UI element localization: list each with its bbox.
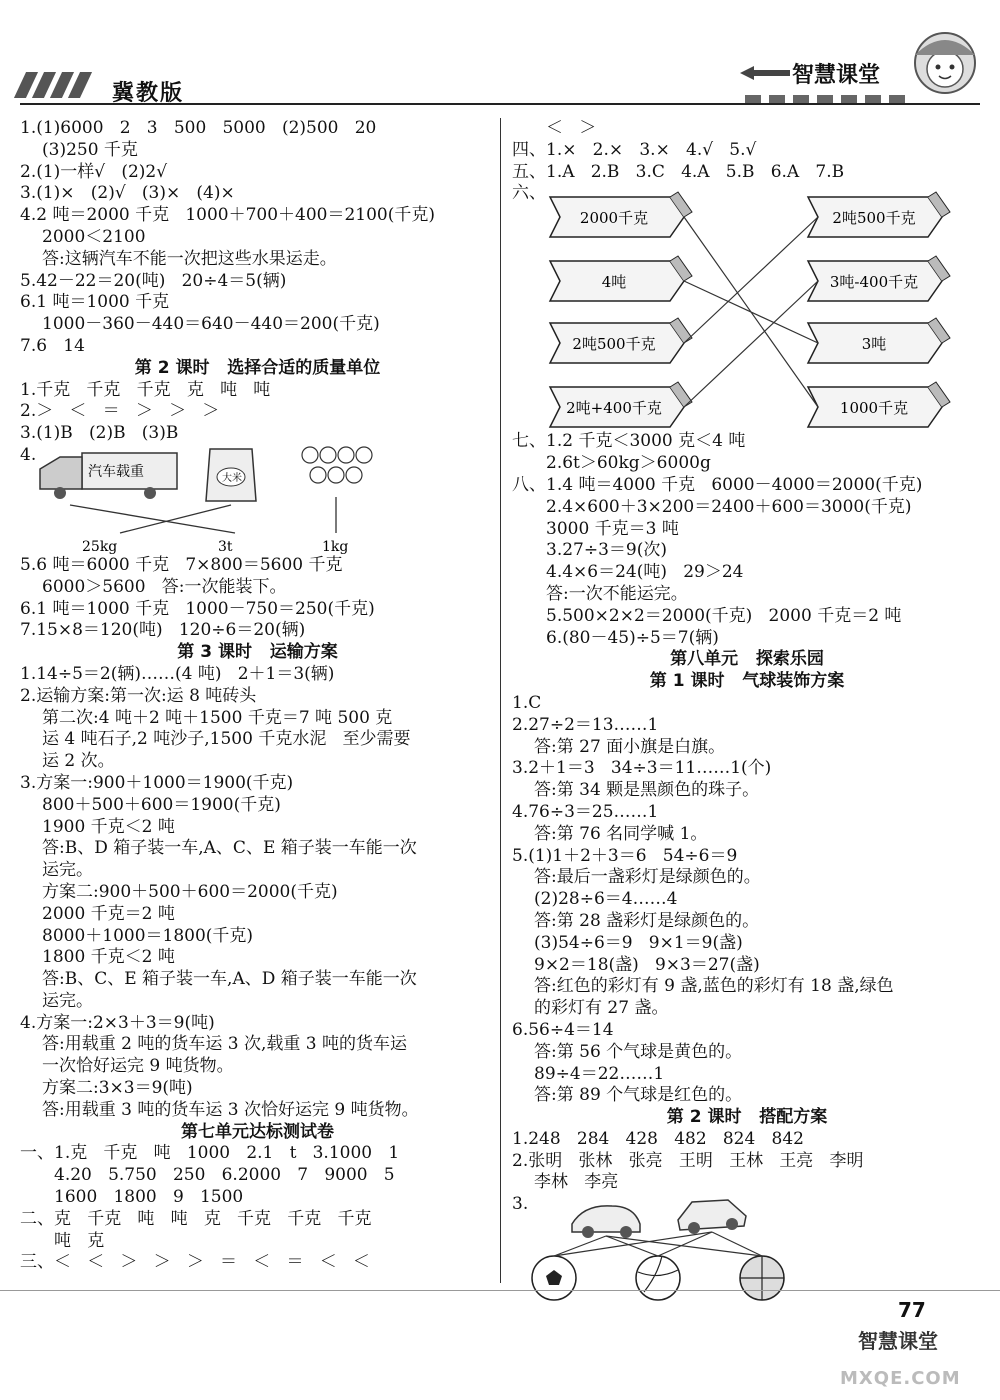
answer-text: 李林 李亮 bbox=[534, 1172, 619, 1193]
answer-line bbox=[20, 118, 495, 140]
answer-text: 3.2＋1＝3 34÷3＝11……1(个) bbox=[512, 758, 772, 779]
answer-text: 4.4×6＝24(吨) 29＞24 bbox=[546, 562, 744, 583]
answer-text: 1900 千克＜2 吨 bbox=[42, 816, 175, 837]
answer-line bbox=[20, 140, 495, 162]
answer-line bbox=[512, 933, 982, 955]
arrow-icon bbox=[740, 66, 790, 80]
answer-line bbox=[20, 708, 495, 730]
answer-line bbox=[512, 758, 982, 780]
answer-text: 4.2 吨＝2000 千克 1000＋700＋400＝2100(千克) bbox=[20, 205, 436, 226]
answer-line bbox=[20, 947, 495, 969]
answer-text: 5.6 吨＝6000 千克 7×800＝5600 千克 bbox=[20, 554, 343, 575]
answer-text: 3.(1)B (2)B (3)B bbox=[20, 423, 179, 444]
answer-text: 2.4×600＋3×200＝2400＋600＝3000(千克) bbox=[546, 496, 912, 517]
answer-line bbox=[20, 1165, 495, 1187]
right-column bbox=[512, 118, 982, 1302]
answer-text: 6.(80－45)÷5＝7(辆) bbox=[546, 627, 719, 648]
answer-line bbox=[512, 606, 982, 628]
answer-text: 吨 克 bbox=[54, 1230, 105, 1251]
car-ball-match-figure bbox=[512, 1194, 982, 1302]
answer-text: 9×2＝18(盏) 9×3＝27(盏) bbox=[534, 954, 760, 975]
answer-line bbox=[512, 540, 982, 562]
answer-text: 3. bbox=[512, 1194, 529, 1215]
answer-text: 4. bbox=[20, 444, 37, 465]
answer-text: 第 3 课时 运输方案 bbox=[177, 642, 338, 663]
answer-line bbox=[512, 955, 982, 977]
answer-line bbox=[20, 555, 495, 577]
right-option-label: 3吨 bbox=[861, 335, 887, 354]
section-title bbox=[512, 671, 982, 693]
answer-line bbox=[20, 162, 495, 184]
weight-option: 3t bbox=[218, 538, 233, 555]
left-option-label: 2吨500千克 bbox=[572, 335, 656, 354]
answer-text: 2.＞ ＜ ＝ ＞ ＞ ＞ bbox=[20, 401, 220, 422]
answer-line bbox=[20, 1056, 495, 1078]
truck-label: 汽车载重 bbox=[88, 463, 144, 480]
answer-line bbox=[20, 860, 495, 882]
answer-line bbox=[512, 162, 982, 184]
answer-text: 2.27÷2＝13……1 bbox=[512, 714, 659, 735]
header-rule bbox=[20, 103, 980, 105]
answer-text: 3.方案一:900＋1000＝1900(千克) bbox=[20, 772, 294, 793]
answer-line bbox=[20, 838, 495, 860]
section-title bbox=[20, 642, 495, 664]
answer-line bbox=[512, 1085, 982, 1107]
answer-line bbox=[20, 969, 495, 991]
answer-text: 的彩灯有 27 盏。 bbox=[534, 998, 669, 1019]
match-line bbox=[684, 217, 818, 343]
answer-line bbox=[512, 1064, 982, 1086]
edition-label: 冀教版 bbox=[112, 81, 185, 106]
answer-text: 2000 千克＝2 吨 bbox=[42, 903, 175, 924]
answer-line bbox=[20, 314, 495, 336]
answer-line bbox=[20, 729, 495, 751]
answer-line bbox=[512, 846, 982, 868]
column-divider bbox=[500, 118, 501, 1283]
page-header bbox=[0, 0, 1000, 110]
answer-text: 一、1.克 千克 吨 1000 2.1 t 3.1000 1 bbox=[20, 1143, 400, 1164]
match-line bbox=[554, 1232, 712, 1256]
answer-text: 七、1.2 千克＜3000 克＜4 吨 bbox=[512, 431, 746, 452]
answer-line bbox=[20, 686, 495, 708]
answer-line bbox=[512, 911, 982, 933]
answer-text: 2.张明 张林 张亮 王明 王林 王亮 李明 bbox=[512, 1150, 864, 1171]
answer-text: 5.500×2×2＝2000(千克) 2000 千克＝2 吨 bbox=[546, 605, 902, 626]
answer-text: 四、1.× 2.× 3.× 4.√ 5.√ bbox=[512, 139, 757, 160]
answer-line bbox=[512, 584, 982, 606]
volleyball-icon bbox=[636, 1256, 680, 1300]
answer-text: 答:用载重 3 吨的货车运 3 次恰好运完 9 吨货物。 bbox=[42, 1099, 419, 1120]
answer-line bbox=[512, 453, 982, 475]
answer-line bbox=[20, 445, 495, 555]
answer-line bbox=[20, 926, 495, 948]
answer-text: 答:这辆汽车不能一次把这些水果运走。 bbox=[42, 248, 337, 269]
answer-line bbox=[20, 227, 495, 249]
left-option-label: 2吨+400千克 bbox=[566, 399, 662, 418]
answer-text: 2000＜2100 bbox=[42, 226, 146, 247]
answer-line bbox=[512, 802, 982, 824]
answer-text: 答:B、D 箱子装一车,A、C、E 箱子装一车能一次 bbox=[42, 838, 417, 859]
answer-line bbox=[512, 780, 982, 802]
answer-line bbox=[512, 693, 982, 715]
answer-line bbox=[512, 519, 982, 541]
answer-text: 3.(1)× (2)√ (3)× (4)× bbox=[20, 183, 235, 204]
answer-line bbox=[20, 1100, 495, 1122]
weight-match-figure bbox=[20, 445, 490, 555]
answer-line bbox=[20, 1013, 495, 1035]
answer-line bbox=[512, 824, 982, 846]
answer-line bbox=[512, 976, 982, 998]
answer-text: 答:第 89 个气球是红色的。 bbox=[534, 1085, 743, 1106]
answer-text: 800＋500＋600＝1900(千克) bbox=[42, 794, 281, 815]
left-column bbox=[20, 118, 495, 1274]
car-icon bbox=[572, 1206, 640, 1238]
answer-text: 运 4 吨石子,2 吨沙子,1500 千克水泥 至少需要 bbox=[42, 729, 411, 750]
answer-line bbox=[20, 1231, 495, 1253]
answer-line bbox=[20, 205, 495, 227]
section-title bbox=[512, 1107, 982, 1129]
answer-text: 答:第 56 个气球是黄色的。 bbox=[534, 1041, 743, 1062]
answer-text: (3)54÷6＝9 9×1＝9(盏) bbox=[534, 932, 743, 953]
answer-line bbox=[512, 475, 982, 497]
answer-text: 运完。 bbox=[42, 990, 93, 1011]
answer-text: 1.C bbox=[512, 692, 542, 713]
answer-line bbox=[20, 336, 495, 358]
right-option-label: 2吨500千克 bbox=[832, 209, 916, 228]
soccer-ball-icon bbox=[532, 1256, 576, 1300]
answer-line bbox=[512, 431, 982, 453]
mascot-girl-icon bbox=[905, 25, 985, 105]
right-option-label: 1000千克 bbox=[839, 399, 909, 418]
answer-text: 2.运输方案:第一次:运 8 吨砖头 bbox=[20, 685, 257, 706]
answer-text: 答:红色的彩灯有 9 盏,蓝色的彩灯有 18 盏,绿色 bbox=[534, 976, 894, 997]
answer-text: 4.76÷3＝25……1 bbox=[512, 801, 659, 822]
right-option-label: 3吨-400千克 bbox=[829, 273, 919, 292]
answer-text: 第 2 课时 搭配方案 bbox=[666, 1107, 828, 1128]
header-squares bbox=[745, 90, 913, 109]
answer-text: (2)28÷6＝4……4 bbox=[534, 889, 678, 910]
answer-line bbox=[20, 292, 495, 314]
answer-text: 3000 千克＝3 吨 bbox=[546, 518, 679, 539]
left-option-label: 2000千克 bbox=[579, 209, 649, 228]
answer-text: 答:最后一盏彩灯是绿颜色的。 bbox=[534, 867, 761, 888]
match-line bbox=[606, 1236, 762, 1256]
racing-car-icon bbox=[678, 1200, 746, 1234]
answer-line bbox=[20, 577, 495, 599]
answer-text: 一次恰好运完 9 吨货物。 bbox=[42, 1056, 234, 1077]
answer-line bbox=[20, 401, 495, 423]
answer-text: 方案二:3×3＝9(吨) bbox=[42, 1078, 193, 1099]
answer-line bbox=[512, 118, 982, 140]
answer-line bbox=[512, 737, 982, 759]
weight-option: 1kg bbox=[322, 538, 349, 555]
answer-text: 3.27÷3＝9(次) bbox=[546, 540, 667, 561]
answer-text: 5.42－22＝20(吨) 20÷4＝5(辆) bbox=[20, 270, 287, 291]
answer-line bbox=[20, 751, 495, 773]
answer-line bbox=[512, 183, 982, 431]
answer-text: 答:用载重 2 吨的货车运 3 次,载重 3 吨的货车运 bbox=[42, 1034, 408, 1055]
answer-text: 6.1 吨＝1000 千克 bbox=[20, 292, 170, 313]
answer-text: 五、1.A 2.B 3.C 4.A 5.B 6.A 7.B bbox=[512, 161, 845, 182]
rice-bag-label: 大米 bbox=[222, 472, 242, 484]
match-line bbox=[684, 281, 818, 407]
answer-text: 2.(1)一样√ (2)2√ bbox=[20, 161, 168, 182]
answer-line bbox=[20, 271, 495, 293]
apples-icon bbox=[302, 447, 372, 483]
answer-text: 1.(1)6000 2 3 500 5000 (2)500 20 bbox=[20, 118, 377, 138]
answer-line bbox=[20, 773, 495, 795]
answer-text: 八、1.4 吨＝4000 千克 6000－4000＝2000(千克) bbox=[512, 474, 923, 495]
answer-text: 答:B、C、E 箱子装一车,A、D 箱子装一车能一次 bbox=[42, 969, 417, 990]
answer-line bbox=[20, 599, 495, 621]
answer-line bbox=[20, 882, 495, 904]
answer-text: 4.20 5.750 250 6.2000 7 9000 5 bbox=[54, 1165, 395, 1186]
answer-line bbox=[20, 795, 495, 817]
match-line bbox=[554, 1236, 606, 1256]
answer-text: 6.56÷4＝14 bbox=[512, 1019, 614, 1040]
answer-text: 运完。 bbox=[42, 860, 93, 881]
answer-text: 7.15×8＝120(吨) 120÷6＝20(辆) bbox=[20, 620, 306, 641]
answer-text: 2.6t＞60kg＞6000g bbox=[546, 453, 711, 474]
basketball-icon bbox=[740, 1256, 784, 1300]
page-number: 77 bbox=[898, 1298, 926, 1322]
answer-text: 第 2 课时 选择合适的质量单位 bbox=[134, 357, 381, 378]
answer-text: 1600 1800 9 1500 bbox=[54, 1187, 244, 1208]
answer-text: (3)250 千克 bbox=[42, 139, 138, 160]
answer-text: 答:第 76 名同学喊 1。 bbox=[534, 823, 708, 844]
match-line bbox=[70, 505, 235, 533]
weight-option: 25kg bbox=[82, 538, 118, 555]
answer-line bbox=[512, 562, 982, 584]
answer-text: 答:第 27 面小旗是白旗。 bbox=[534, 736, 726, 757]
answer-line bbox=[20, 1143, 495, 1165]
section-title bbox=[20, 358, 495, 380]
answer-text: 答:第 34 颗是黑颜色的珠子。 bbox=[534, 780, 760, 801]
answer-text: 8000＋1000＝1800(千克) bbox=[42, 925, 254, 946]
answer-line bbox=[20, 620, 495, 642]
answer-line bbox=[512, 715, 982, 737]
answer-line bbox=[20, 183, 495, 205]
section-title bbox=[512, 649, 982, 671]
answer-text: 第七单元达标测试卷 bbox=[181, 1121, 334, 1142]
answer-text: 1000－360－440＝640－440＝200(千克) bbox=[42, 314, 380, 335]
answer-text: 1.千克 千克 千克 克 吨 吨 bbox=[20, 379, 271, 400]
answer-line bbox=[20, 380, 495, 402]
footer-brand: 智慧课堂 bbox=[858, 1329, 938, 1353]
answer-line bbox=[20, 1078, 495, 1100]
answer-line bbox=[512, 889, 982, 911]
answer-text: 第 1 课时 气球装饰方案 bbox=[649, 671, 845, 692]
footer-rule bbox=[0, 1290, 1000, 1291]
answer-line bbox=[20, 904, 495, 926]
answer-line bbox=[20, 991, 495, 1013]
answer-text: 4.方案一:2×3＋3＝9(吨) bbox=[20, 1012, 215, 1033]
answer-line bbox=[512, 1042, 982, 1064]
answer-text: 6.1 吨＝1000 千克 1000－750＝250(千克) bbox=[20, 598, 375, 619]
section-title bbox=[20, 1122, 495, 1144]
answer-text: 1800 千克＜2 吨 bbox=[42, 947, 175, 968]
answer-text: 六、 bbox=[512, 183, 546, 204]
answer-line bbox=[512, 998, 982, 1020]
answer-text: 三、＜ ＜ ＞ ＞ ＞ ＝ ＜ ＝ ＜ ＜ bbox=[20, 1252, 370, 1273]
answer-line bbox=[512, 1129, 982, 1151]
answer-line bbox=[512, 1172, 982, 1194]
answer-text: 1.14÷5＝2(辆)……(4 吨) 2＋1＝3(辆) bbox=[20, 663, 335, 684]
match-line bbox=[684, 281, 818, 343]
answer-line bbox=[512, 140, 982, 162]
answer-line bbox=[20, 1034, 495, 1056]
answer-text: 1.248 284 428 482 824 842 bbox=[512, 1128, 804, 1149]
match-line bbox=[120, 505, 231, 533]
answer-line bbox=[512, 497, 982, 519]
answer-text: 答:一次不能运完。 bbox=[546, 583, 688, 604]
answer-line bbox=[20, 664, 495, 686]
left-option-label: 4吨 bbox=[601, 273, 627, 292]
answer-line bbox=[20, 249, 495, 271]
answer-text: 第二次:4 吨＋2 吨＋1500 千克＝7 吨 500 克 bbox=[42, 707, 393, 728]
answer-text: ＜ ＞ bbox=[546, 118, 597, 138]
answer-text: 方案二:900＋500＋600＝2000(千克) bbox=[42, 881, 338, 902]
brand-title: 智慧课堂 bbox=[792, 63, 881, 88]
answer-text: 第八单元 探索乐园 bbox=[670, 649, 824, 670]
answer-line bbox=[512, 628, 982, 650]
header-stripes bbox=[20, 72, 92, 102]
answer-line bbox=[20, 817, 495, 839]
answer-line bbox=[20, 1209, 495, 1231]
answer-line bbox=[20, 1187, 495, 1209]
answer-text: 89÷4＝22……1 bbox=[534, 1063, 665, 1084]
answer-line bbox=[512, 867, 982, 889]
watermark: MXQE.COM bbox=[840, 1368, 961, 1389]
answer-text: 5.(1)1＋2＋3＝6 54÷6＝9 bbox=[512, 845, 738, 866]
answer-text: 二、克 千克 吨 吨 克 千克 千克 千克 bbox=[20, 1208, 372, 1229]
equivalence-match-figure bbox=[512, 183, 982, 431]
answer-text: 答:第 28 盏彩灯是绿颜色的。 bbox=[534, 910, 760, 931]
answer-line bbox=[512, 1194, 982, 1302]
answer-text: 运 2 次。 bbox=[42, 751, 115, 772]
answer-line bbox=[512, 1151, 982, 1173]
answer-text: 6000＞5600 答:一次能装下。 bbox=[42, 576, 287, 597]
answer-text: 7.6 14 bbox=[20, 335, 85, 356]
answer-line bbox=[512, 1020, 982, 1042]
answer-line bbox=[20, 423, 495, 445]
answer-line bbox=[20, 1252, 495, 1274]
